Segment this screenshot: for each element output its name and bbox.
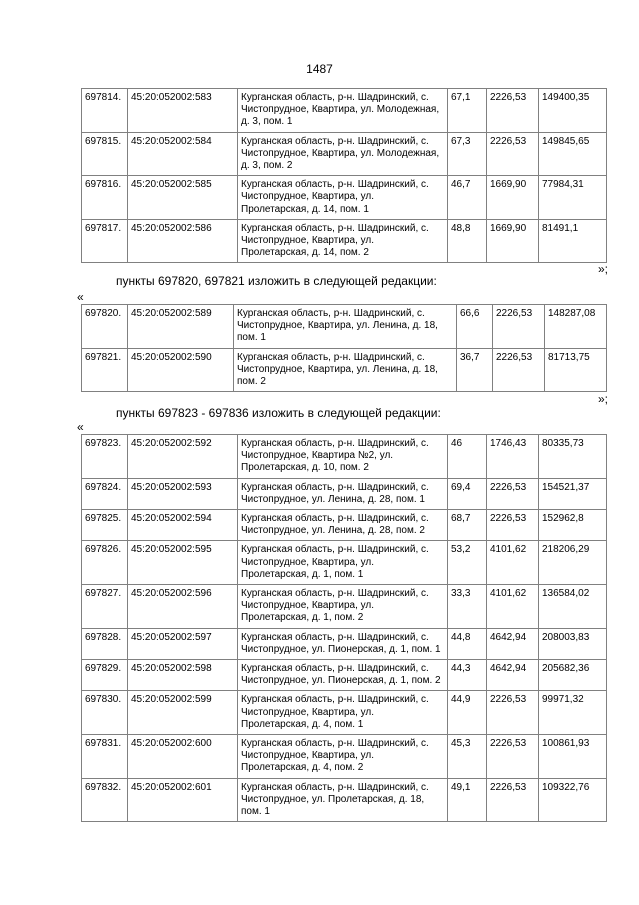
area-cell: 53,2 bbox=[448, 541, 487, 585]
cadastral-number-cell: 45:20:052002:600 bbox=[128, 735, 238, 779]
value-cell: 218206,29 bbox=[539, 541, 607, 585]
table-row bbox=[82, 89, 607, 133]
amendment-paragraph: пункты 697823 - 697836 изложить в следующей редакции: bbox=[116, 406, 441, 420]
table-row bbox=[82, 176, 607, 220]
row-number-cell: 697815. bbox=[82, 132, 128, 176]
area-cell: 69,4 bbox=[448, 478, 487, 509]
value-cell: 81713,75 bbox=[545, 348, 607, 392]
area-cell: 49,1 bbox=[448, 778, 487, 822]
table-row bbox=[82, 778, 607, 822]
rate-cell: 4101,62 bbox=[487, 585, 539, 629]
address-cell: Курганская область, р-н. Шадринский, с. Чистопрудное, ул. Пролетарская, д. 18, пом. 1 bbox=[238, 778, 448, 822]
rate-cell: 4101,62 bbox=[487, 541, 539, 585]
table-row bbox=[82, 541, 607, 585]
address-cell: Курганская область, р-н. Шадринский, с. Чистопрудное, ул. Пионерская, д. 1, пом. 2 bbox=[238, 660, 448, 691]
area-cell: 67,3 bbox=[448, 132, 487, 176]
address-cell: Курганская область, р-н. Шадринский, с. Чистопрудное, ул. Пионерская, д. 1, пом. 1 bbox=[238, 628, 448, 659]
address-cell: Курганская область, р-н. Шадринский, с. Чистопрудное, ул. Ленина, д. 28, пом. 1 bbox=[238, 478, 448, 509]
closing-quote: »; bbox=[597, 392, 608, 406]
address-cell: Курганская область, р-н. Шадринский, с. Чистопрудное, Квартира, ул. Пролетарская, д. 4, пом. 2 bbox=[238, 735, 448, 779]
cadastral-number-cell: 45:20:052002:598 bbox=[128, 660, 238, 691]
cadastral-number-cell: 45:20:052002:597 bbox=[128, 628, 238, 659]
table-row bbox=[82, 628, 607, 659]
rate-cell: 4642,94 bbox=[487, 628, 539, 659]
table-row bbox=[82, 510, 607, 541]
table-row bbox=[82, 132, 607, 176]
rate-cell: 1669,90 bbox=[487, 219, 539, 263]
row-number-cell: 697816. bbox=[82, 176, 128, 220]
cadastral-number-cell: 45:20:052002:584 bbox=[128, 132, 238, 176]
address-cell: Курганская область, р-н. Шадринский, с. Чистопрудное, Квартира, ул. Ленина, д. 18, пом. 1 bbox=[234, 305, 457, 349]
address-cell: Курганская область, р-н. Шадринский, с. Чистопрудное, ул. Ленина, д. 28, пом. 2 bbox=[238, 510, 448, 541]
rate-cell: 4642,94 bbox=[487, 660, 539, 691]
value-cell: 77984,31 bbox=[539, 176, 607, 220]
table-row bbox=[82, 585, 607, 629]
area-cell: 67,1 bbox=[448, 89, 487, 133]
row-number-cell: 697831. bbox=[82, 735, 128, 779]
table-row bbox=[82, 348, 607, 392]
value-cell: 81491,1 bbox=[539, 219, 607, 263]
address-cell: Курганская область, р-н. Шадринский, с. Чистопрудное, Квартира, ул. Пролетарская, д. 1, пом. 1 bbox=[238, 541, 448, 585]
closing-quote: »; bbox=[597, 262, 608, 276]
rate-cell: 1669,90 bbox=[487, 176, 539, 220]
address-cell: Курганская область, р-н. Шадринский, с. Чистопрудное, Квартира, ул. Ленина, д. 18, пом. 2 bbox=[234, 348, 457, 392]
area-cell: 33,3 bbox=[448, 585, 487, 629]
cadastral-number-cell: 45:20:052002:583 bbox=[128, 89, 238, 133]
value-cell: 148287,08 bbox=[545, 305, 607, 349]
property-table-1 bbox=[81, 88, 607, 263]
row-number-cell: 697820. bbox=[82, 305, 128, 349]
address-cell: Курганская область, р-н. Шадринский, с. Чистопрудное, Квартира, ул. Пролетарская, д. 4, пом. 1 bbox=[238, 691, 448, 735]
cadastral-number-cell: 45:20:052002:586 bbox=[128, 219, 238, 263]
rate-cell: 2226,53 bbox=[487, 510, 539, 541]
table-row bbox=[82, 691, 607, 735]
row-number-cell: 697828. bbox=[82, 628, 128, 659]
address-cell: Курганская область, р-н. Шадринский, с. Чистопрудное, Квартира, ул. Молодежная, д. 3, пом. 1 bbox=[238, 89, 448, 133]
address-cell: Курганская область, р-н. Шадринский, с. Чистопрудное, Квартира, ул. Пролетарская, д. 1, пом. 2 bbox=[238, 585, 448, 629]
property-table-3 bbox=[81, 434, 607, 822]
table-row bbox=[82, 219, 607, 263]
row-number-cell: 697832. bbox=[82, 778, 128, 822]
table-row bbox=[82, 305, 607, 349]
row-number-cell: 697830. bbox=[82, 691, 128, 735]
rate-cell: 1746,43 bbox=[487, 435, 539, 479]
table-row bbox=[82, 435, 607, 479]
value-cell: 80335,73 bbox=[539, 435, 607, 479]
page-number: 1487 bbox=[306, 62, 333, 76]
area-cell: 45,3 bbox=[448, 735, 487, 779]
rate-cell: 2226,53 bbox=[493, 305, 545, 349]
value-cell: 205682,36 bbox=[539, 660, 607, 691]
address-cell: Курганская область, р-н. Шадринский, с. Чистопрудное, Квартира, ул. Пролетарская, д. 14, пом. 2 bbox=[238, 219, 448, 263]
row-number-cell: 697827. bbox=[82, 585, 128, 629]
value-cell: 149400,35 bbox=[539, 89, 607, 133]
table-row bbox=[82, 735, 607, 779]
row-number-cell: 697825. bbox=[82, 510, 128, 541]
cadastral-number-cell: 45:20:052002:592 bbox=[128, 435, 238, 479]
rate-cell: 2226,53 bbox=[487, 89, 539, 133]
value-cell: 154521,37 bbox=[539, 478, 607, 509]
area-cell: 46,7 bbox=[448, 176, 487, 220]
table-row bbox=[82, 660, 607, 691]
cadastral-number-cell: 45:20:052002:589 bbox=[128, 305, 234, 349]
area-cell: 44,3 bbox=[448, 660, 487, 691]
rate-cell: 2226,53 bbox=[487, 478, 539, 509]
value-cell: 149845,65 bbox=[539, 132, 607, 176]
rate-cell: 2226,53 bbox=[493, 348, 545, 392]
row-number-cell: 697814. bbox=[82, 89, 128, 133]
row-number-cell: 697824. bbox=[82, 478, 128, 509]
cadastral-number-cell: 45:20:052002:596 bbox=[128, 585, 238, 629]
address-cell: Курганская область, р-н. Шадринский, с. Чистопрудное, Квартира, ул. Молодежная, д. 3, пом. 2 bbox=[238, 132, 448, 176]
rate-cell: 2226,53 bbox=[487, 778, 539, 822]
opening-quote: « bbox=[77, 290, 84, 304]
value-cell: 100861,93 bbox=[539, 735, 607, 779]
area-cell: 36,7 bbox=[457, 348, 493, 392]
value-cell: 208003,83 bbox=[539, 628, 607, 659]
opening-quote: « bbox=[77, 420, 84, 434]
property-table-2 bbox=[81, 304, 607, 392]
cadastral-number-cell: 45:20:052002:599 bbox=[128, 691, 238, 735]
rate-cell: 2226,53 bbox=[487, 735, 539, 779]
rate-cell: 2226,53 bbox=[487, 691, 539, 735]
address-cell: Курганская область, р-н. Шадринский, с. Чистопрудное, Квартира, ул. Пролетарская, д. 14, пом. 1 bbox=[238, 176, 448, 220]
area-cell: 68,7 bbox=[448, 510, 487, 541]
row-number-cell: 697821. bbox=[82, 348, 128, 392]
area-cell: 66,6 bbox=[457, 305, 493, 349]
area-cell: 48,8 bbox=[448, 219, 487, 263]
value-cell: 99971,32 bbox=[539, 691, 607, 735]
area-cell: 44,8 bbox=[448, 628, 487, 659]
cadastral-number-cell: 45:20:052002:585 bbox=[128, 176, 238, 220]
area-cell: 44,9 bbox=[448, 691, 487, 735]
value-cell: 152962,8 bbox=[539, 510, 607, 541]
amendment-paragraph: пункты 697820, 697821 изложить в следующей редакции: bbox=[116, 274, 437, 288]
value-cell: 109322,76 bbox=[539, 778, 607, 822]
table-row bbox=[82, 478, 607, 509]
row-number-cell: 697829. bbox=[82, 660, 128, 691]
cadastral-number-cell: 45:20:052002:595 bbox=[128, 541, 238, 585]
area-cell: 46 bbox=[448, 435, 487, 479]
cadastral-number-cell: 45:20:052002:593 bbox=[128, 478, 238, 509]
cadastral-number-cell: 45:20:052002:590 bbox=[128, 348, 234, 392]
value-cell: 136584,02 bbox=[539, 585, 607, 629]
cadastral-number-cell: 45:20:052002:601 bbox=[128, 778, 238, 822]
rate-cell: 2226,53 bbox=[487, 132, 539, 176]
row-number-cell: 697823. bbox=[82, 435, 128, 479]
row-number-cell: 697826. bbox=[82, 541, 128, 585]
row-number-cell: 697817. bbox=[82, 219, 128, 263]
address-cell: Курганская область, р-н. Шадринский, с. Чистопрудное, Квартира №2, ул. Пролетарская, д. 10, пом. 2 bbox=[238, 435, 448, 479]
cadastral-number-cell: 45:20:052002:594 bbox=[128, 510, 238, 541]
